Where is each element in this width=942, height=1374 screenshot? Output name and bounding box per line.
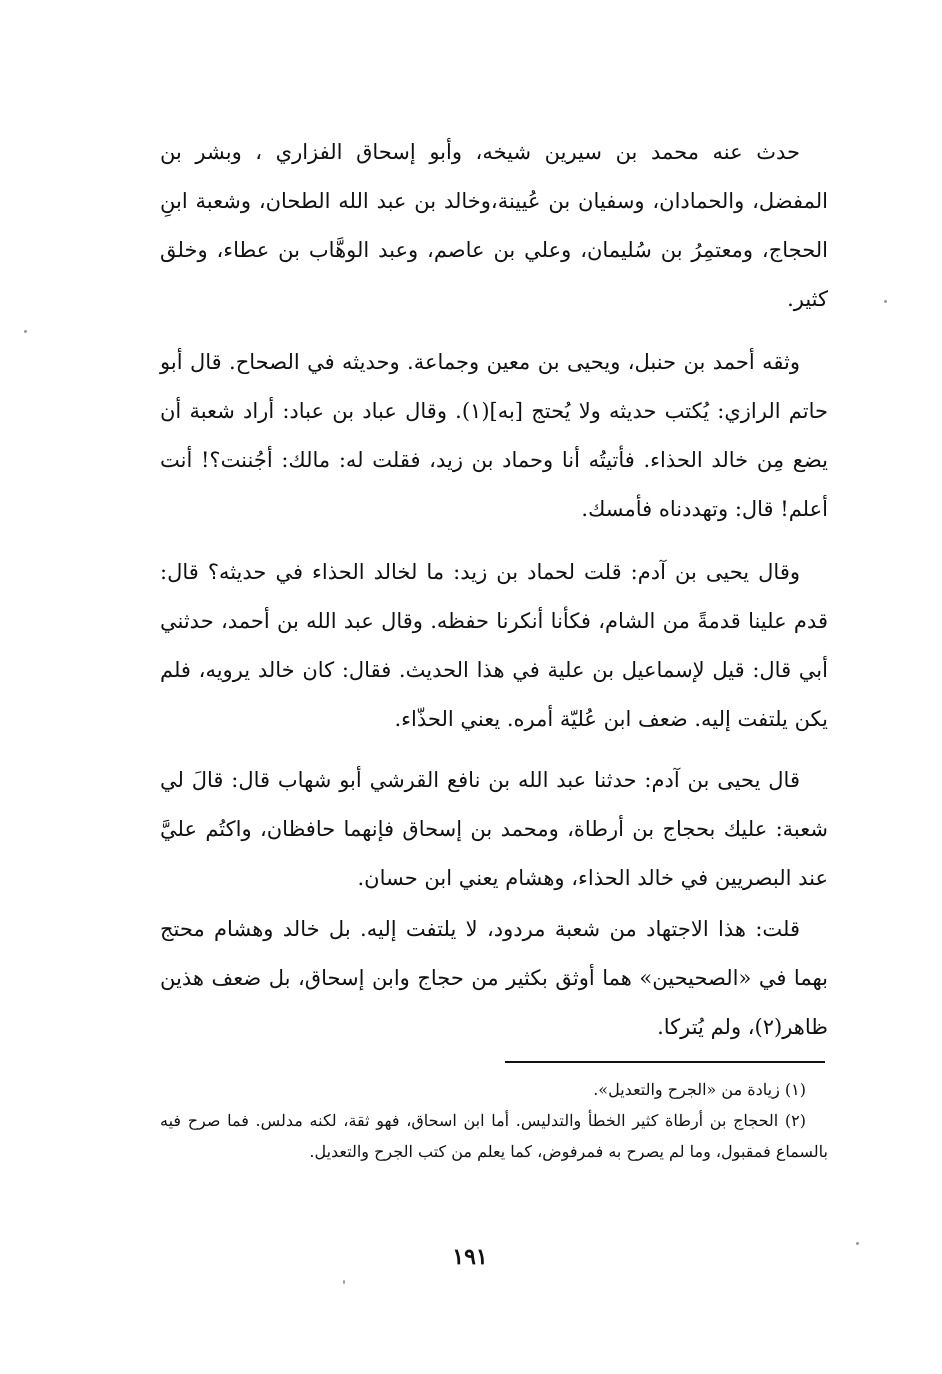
paragraph-memory-criticism: وقال يحيى بن آدم: قلت لحماد بن زيد: ما لخالد الحذاء في حديثه؟ قال: قدم علينا قدمةً من الشام، فكأنا أنكرنا حفظه. وقال عبد الله بن أحمد، حدثني أبي قال: قيل لإسماعيل بن علية في هذا الحديث. فقال: كان خالد يرويه، فلم يكن يلتفت إليه. ضعف ابن عُليّة أمره. يعني الحذّاء. bbox=[160, 560, 828, 731]
paragraph-shuba-advice: قال يحيى بن آدم: حدثنا عبد الله بن نافع القرشي أبو شهاب قال: قالَ لي شعبة: عليك بحجاج بن أرطاة، ومحمد بن إسحاق فإنهما حافظان، واكتُم عليَّ عند البصريين في خالد الحذاء، وهشام يعني ابن حسان. bbox=[160, 768, 828, 890]
footnote-2: (٢) الحجاج بن أرطاة كثير الخطأ والتدليس. أما ابن اسحاق، فهو ثقة، لكنه مدلس. فما صرح فيه بالسماع فمقبول، وما لم يصرح به فمرفوض، كما يعلم من كتب الجرح والتعديل. bbox=[160, 1111, 828, 1161]
scan-speck bbox=[884, 300, 887, 303]
main-text bbox=[160, 128, 828, 1052]
paragraph-authentication: وثقه أحمد بن حنبل، ويحيى بن معين وجماعة. وحديثه في الصحاح. قال أبو حاتم الرازي: يُكتب حديثه ولا يُحتج [به](١). وقال عباد بن عباد: أراد شعبة أن يضع مِن خالد الحذاء. فأتيتُه أنا وحماد بن زيد، فقلت له: مالك: أجُننت؟! أنت أعلم! قال: وتهددناه فأمسك. bbox=[160, 350, 828, 521]
scan-speck bbox=[856, 1242, 859, 1245]
scan-speck bbox=[343, 1280, 345, 1284]
page-number: ١٩١ bbox=[452, 1244, 488, 1270]
paragraph-author-comment: قلت: هذا الاجتهاد من شعبة مردود، لا يلتفت إليه. بل خالد وهشام محتج بهما في «الصحيحين» هما أوثق بكثير من حجاج وابن إسحاق، بل ضعف هذين ظاهر(٢)، ولم يُتركا. bbox=[160, 917, 828, 1039]
footnote-1: (١) زيادة من «الجرح والتعديل». bbox=[593, 1080, 806, 1099]
paragraph-narrators: حدث عنه محمد بن سيرين شيخه، وأبو إسحاق الفزاري ، وبشر بن المفضل، والحمادان، وسفيان بن عُيينة،وخالد بن عبد الله الطحان، وشعبة ابنِ الحجاج، ومعتمِرُ بن سُليمان، وعلي بن عاصم، وعبد الوهَّاب بن عطاء، وخلق كثير. bbox=[160, 140, 828, 311]
footnotes bbox=[160, 1074, 828, 1167]
scan-speck bbox=[24, 330, 27, 333]
footnote-separator bbox=[505, 1061, 825, 1063]
